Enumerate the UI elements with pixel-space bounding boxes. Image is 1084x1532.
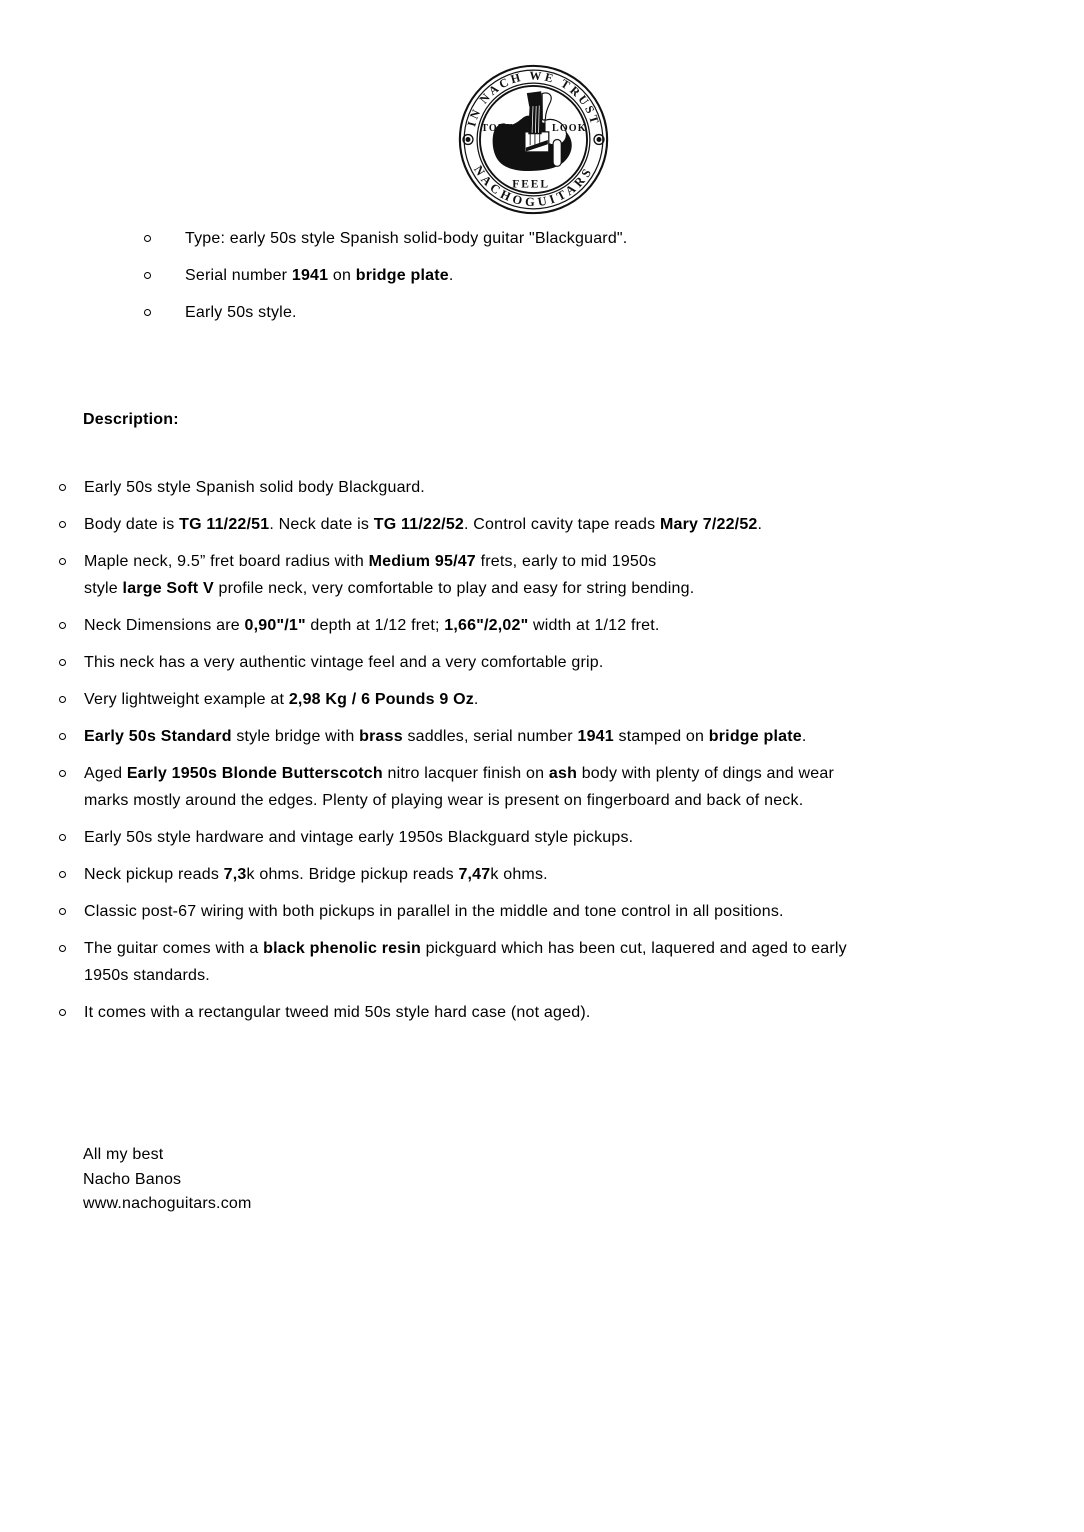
signature-block: [83, 1143, 252, 1217]
list-item-text: Early 50s style Spanish solid body Blackguard.: [84, 479, 425, 496]
bullet-icon: [59, 521, 66, 528]
list-item: [58, 935, 938, 989]
signoff-name: Nacho Banos: [83, 1170, 182, 1188]
list-item: [143, 266, 903, 286]
description-list: [58, 474, 938, 1036]
list-item-text: Very lightweight example at 2,98 Kg / 6 Pounds 9 Oz.: [84, 691, 479, 708]
list-item: [58, 861, 938, 888]
list-item-text: Early 50s Standard style bridge with brass saddles, serial number 1941 stamped on bridge plate.: [84, 728, 807, 745]
list-item: [58, 548, 938, 602]
nachoguitars-stamp-logo: [457, 63, 610, 216]
list-item: [143, 229, 903, 249]
summary-list: [143, 229, 903, 340]
bullet-icon: [59, 945, 66, 952]
bullet-icon: [59, 733, 66, 740]
bullet-icon: [59, 908, 66, 915]
logo-look-label: LOOK: [552, 122, 587, 134]
list-item-text: Early 50s style hardware and vintage early 1950s Blackguard style pickups.: [84, 829, 634, 846]
list-item: [58, 686, 938, 713]
bullet-icon: [59, 622, 66, 629]
bullet-icon: [59, 770, 66, 777]
bullet-icon: [144, 235, 151, 242]
bullet-icon: [59, 834, 66, 841]
list-item-text: Neck pickup reads 7,3k ohms. Bridge pickup reads 7,47k ohms.: [84, 866, 548, 883]
bullet-icon: [59, 659, 66, 666]
list-item: [58, 474, 938, 501]
list-item: [58, 649, 938, 676]
logo-top-arc-text: IN NACH WE TRUST: [464, 68, 603, 129]
signoff-closing: All my best: [83, 1146, 164, 1163]
bullet-icon: [59, 558, 66, 565]
logo-bottom-arc-text: NACHOGUITARS: [471, 163, 596, 210]
list-item-text: Classic post-67 wiring with both pickups in parallel in the middle and tone control in all positions.: [84, 903, 784, 920]
bullet-icon: [144, 309, 151, 316]
list-item: [58, 511, 938, 538]
list-item-text: This neck has a very authentic vintage feel and a very comfortable grip.: [84, 654, 604, 671]
stamp-logo-svg: [457, 63, 610, 216]
signoff-website: www.nachoguitars.com: [83, 1195, 252, 1212]
list-item: [58, 999, 938, 1026]
logo-tone-label: TONE: [481, 122, 515, 134]
list-item-text: The guitar comes with a black phenolic resin pickguard which has been cut, laquered and aged to early 1950s standards.: [84, 940, 847, 984]
list-item: [58, 898, 938, 925]
list-item-text: It comes with a rectangular tweed mid 50s style hard case (not aged).: [84, 1004, 591, 1021]
list-item: [58, 612, 938, 639]
list-item-text: Maple neck, 9.5” fret board radius with Medium 95/47 frets, early to mid 1950s style large Soft V profile neck, very comfortable to play and easy for string bending.: [84, 553, 695, 597]
list-item-text: Aged Early 1950s Blonde Butterscotch nitro lacquer finish on ash body with plenty of dings and wear marks mostly around the edges. Plenty of playing wear is present on fingerboard and back of neck.: [84, 765, 834, 809]
bullet-icon: [59, 1009, 66, 1016]
list-item: [143, 303, 903, 323]
list-item-text: Serial number 1941 on bridge plate.: [185, 267, 454, 284]
list-item: [58, 760, 938, 814]
bullet-icon: [59, 484, 66, 491]
list-item-text: Neck Dimensions are 0,90"/1" depth at 1/12 fret; 1,66"/2,02" width at 1/12 fret.: [84, 617, 660, 634]
list-item-text: Type: early 50s style Spanish solid-body guitar "Blackguard".: [185, 230, 628, 247]
bullet-icon: [144, 272, 151, 279]
list-item: [58, 824, 938, 851]
list-item-text: Early 50s style.: [185, 304, 297, 321]
logo-feel-label: FEEL: [512, 178, 550, 191]
list-item-text: Body date is TG 11/22/51. Neck date is TG 11/22/52. Control cavity tape reads Mary 7/22/52.: [84, 516, 763, 533]
description-heading: Description:: [83, 411, 179, 428]
bullet-icon: [59, 696, 66, 703]
list-item: [58, 723, 938, 750]
bullet-icon: [59, 871, 66, 878]
